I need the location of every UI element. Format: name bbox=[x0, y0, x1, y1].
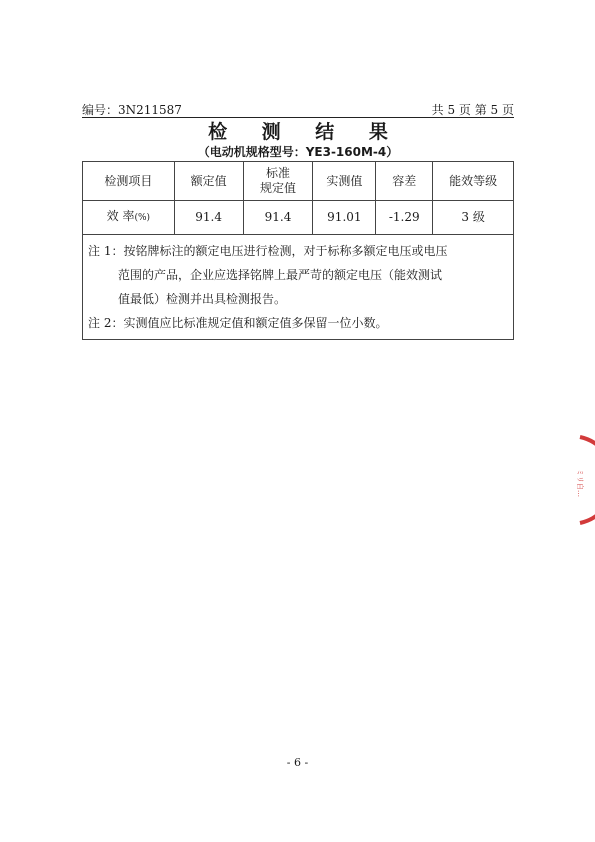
header-cell-rated: 额定值 bbox=[174, 162, 243, 201]
header-cell-measured: 实测值 bbox=[313, 162, 376, 201]
notes-row bbox=[83, 235, 514, 340]
note-2: 注 2：实测值应比标准规定值和额定值多保留一位小数。 bbox=[88, 316, 388, 330]
cell-tolerance-value: -1.29 bbox=[376, 201, 433, 235]
cell-measured-value: 91.01 bbox=[313, 201, 376, 235]
header-cell-item: 检测项目 bbox=[83, 162, 175, 201]
official-seal-stamp bbox=[566, 435, 595, 525]
page-number: - 6 - bbox=[286, 756, 309, 769]
report-header bbox=[82, 103, 514, 117]
cell-rated-value: 91.4 bbox=[174, 201, 243, 235]
note-1-line-3: 值最低）检测并出具检测报告。 bbox=[118, 292, 287, 306]
header-cell-standard: 标准 规定值 bbox=[243, 162, 313, 201]
cell-grade-value: 3 级 bbox=[433, 201, 514, 235]
page-title: 检 测 结 果 bbox=[208, 121, 402, 143]
item-label: 效 率 bbox=[106, 209, 135, 223]
page-info: 共 5 页 第 5 页 bbox=[431, 103, 514, 117]
seal-text: ミリ自… bbox=[576, 469, 584, 497]
cell-standard-value: 91.4 bbox=[243, 201, 313, 235]
results-table bbox=[82, 161, 514, 340]
notes-cell bbox=[83, 235, 514, 340]
table-row bbox=[83, 201, 514, 235]
note-1-line-1: 注 1：按铭牌标注的额定电压进行检测，对于标称多额定电压或电压 bbox=[88, 244, 448, 258]
item-unit: (%) bbox=[134, 213, 151, 223]
report-number: 编号：3N211587 bbox=[82, 103, 182, 117]
header-cell-grade: 能效等级 bbox=[433, 162, 514, 201]
note-1-line-2: 范围的产品，企业应选择铭牌上最严苛的额定电压（能效测试 bbox=[118, 268, 443, 282]
cell-item bbox=[83, 201, 175, 235]
header-divider bbox=[82, 117, 514, 118]
table-header-row bbox=[83, 162, 514, 201]
header-cell-tolerance: 容差 bbox=[376, 162, 433, 201]
motor-model-subtitle: （电动机规格型号：YE3-160M-4） bbox=[197, 145, 399, 159]
